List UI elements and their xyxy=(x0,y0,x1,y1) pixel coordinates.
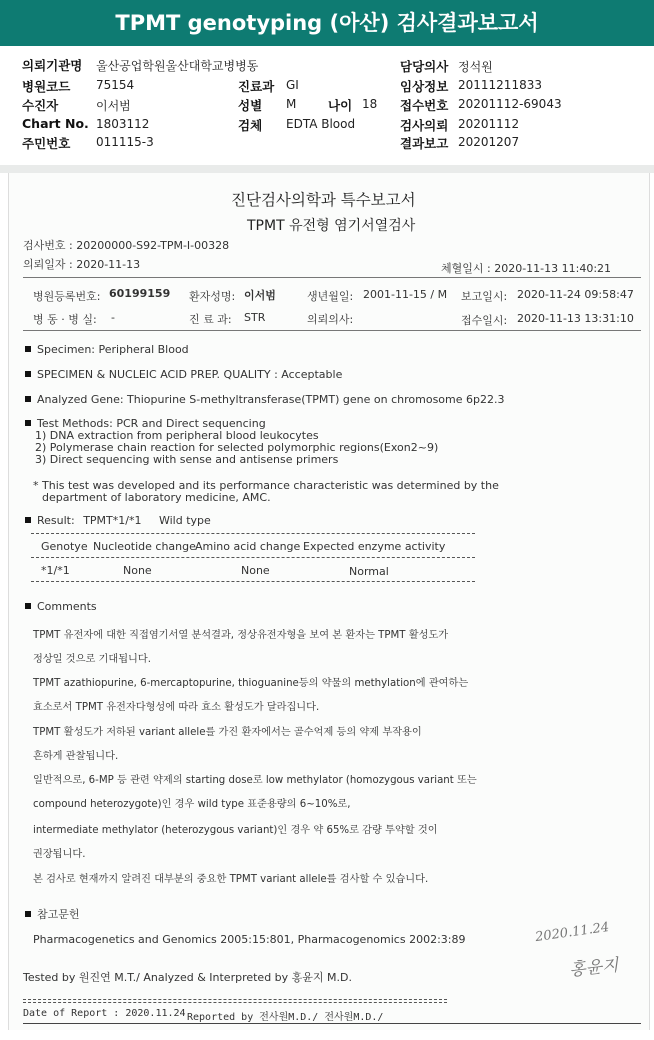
comment-line: TPMT azathiopurine, 6-mercaptopurine, thioguanine등의 약물의 methylation에 관여하는 xyxy=(33,678,469,689)
result-table-mid-rule xyxy=(31,557,475,558)
table-top-rule xyxy=(23,277,641,278)
result-table-top-rule xyxy=(31,533,475,534)
requesting-institution-label: 의뢰기관명 xyxy=(22,58,83,73)
method-item: 3) Direct sequencing with sense and antisense primers xyxy=(35,453,339,466)
report-title: 진단검사의학과 특수보고서 xyxy=(231,191,416,209)
report-date-label: 결과보고 xyxy=(400,136,449,151)
footer-bottom-rule xyxy=(23,1023,641,1024)
methods-title: Test Methods: PCR and Direct sequencing xyxy=(37,417,266,430)
signature: 홍윤지 xyxy=(568,955,620,981)
comment-line: 본 검사로 현재까지 알려진 대부분의 중요한 TPMT variant allele를 검사할 수 있습니다. xyxy=(33,874,429,885)
receipt-no: 20201112-69043 xyxy=(458,97,562,111)
bullet-square-icon xyxy=(25,420,31,426)
report-banner-title: TPMT genotyping (아산) 검사결과보고서 xyxy=(0,0,654,46)
chart-no: 1803112 xyxy=(96,117,150,131)
quality-line xyxy=(25,368,342,381)
report-subtitle: TPMT 유전형 염기서열검사 xyxy=(247,218,416,234)
references-title-line xyxy=(25,906,80,922)
comment-line: compound heterozygote)인 경우 wild type 표준용량의 6~10%로, xyxy=(33,799,351,810)
table-bottom-rule xyxy=(23,330,641,331)
result-table-bottom-rule xyxy=(31,581,475,582)
result-header-enzyme: Expected enzyme activity xyxy=(303,540,446,553)
test-number: 검사번호 : 20200000-S92-TPM-I-00328 xyxy=(23,239,230,252)
ward: - xyxy=(111,311,115,324)
references-text: Pharmacogenetics and Genomics 2005:15:801, Pharmacogenomics 2002:3:89 xyxy=(33,933,466,946)
request-date-label: 검사의뢰 xyxy=(400,118,449,133)
comment-line: 권장됩니다. xyxy=(33,849,86,860)
ref-doctor-label: 의뢰의사: xyxy=(307,313,354,326)
patient-name: 이서범 xyxy=(244,289,276,302)
result-cell-amino-acid: None xyxy=(241,564,270,577)
report-date: 20201207 xyxy=(458,135,520,149)
birth-label: 생년월일: xyxy=(307,290,354,303)
doctor-label: 담당의사 xyxy=(400,59,449,74)
hospital-code: 75154 xyxy=(96,78,135,92)
quality-text: SPECIMEN & NUCLEIC ACID PREP. QUALITY : Acceptable xyxy=(37,368,343,381)
comment-line: 효소로서 TPMT 유전자다형성에 따라 효소 활성도가 달라집니다. xyxy=(33,702,320,713)
examinee-label: 수진자 xyxy=(22,98,59,113)
disclaimer-line-2: department of laboratory medicine, AMC. xyxy=(42,491,271,504)
bullet-square-icon xyxy=(25,396,31,402)
comment-line: TPMT 활성도가 저하된 variant allele를 가진 환자에서는 골수억제 등의 약제 부작용이 xyxy=(33,727,422,738)
hospital-code-label: 병원코드 xyxy=(22,79,71,94)
age-label: 나이 xyxy=(328,98,353,113)
specimen: EDTA Blood xyxy=(286,117,356,131)
method-item: 1) DNA extraction from peripheral blood leukocytes xyxy=(35,429,319,442)
specimen-text: Specimen: Peripheral Blood xyxy=(37,343,189,356)
analyzed-gene-text: Analyzed Gene: Thiopurine S-methyltransferase(TPMT) gene on chromosome 6p22.3 xyxy=(37,393,505,406)
result-line xyxy=(25,514,211,527)
resident-no-label: 주민번호 xyxy=(22,136,71,151)
result-cell-genotype: *1/*1 xyxy=(41,564,70,577)
signature-date: 2020.11.24 xyxy=(534,919,611,946)
sex: M xyxy=(286,97,297,111)
bullet-square-icon xyxy=(25,371,31,377)
receipt-time-label: 접수일시: xyxy=(461,314,508,327)
reg-no: 60199159 xyxy=(109,287,171,300)
footer-reported-by: Reported by 전사원M.D./ 전사원M.D./ xyxy=(187,1012,384,1023)
patient-name-label: 환자성명: xyxy=(189,290,236,303)
method-item: 2) Polymerase chain reaction for selected polymorphic regions(Exon2~9) xyxy=(35,441,439,454)
comment-line: 일반적으로, 6-MP 등 관련 약제의 starting dose로 low methylator (homozygous variant 또는 xyxy=(33,775,477,786)
clinical-info: 20111211833 xyxy=(458,78,542,92)
dept: STR xyxy=(244,311,266,324)
bullet-square-icon xyxy=(25,603,31,609)
footer-double-rule-1 xyxy=(23,999,447,1000)
ward-label: 병 동 · 병 실: xyxy=(33,313,97,326)
result-header-nucleotide: Nucleotide change xyxy=(93,540,196,553)
specimen-label: 검체 xyxy=(238,118,263,133)
request-date-line: 의뢰일자 : 2020-11-13 xyxy=(23,258,141,271)
age: 18 xyxy=(362,97,378,111)
sex-label: 성별 xyxy=(238,98,263,113)
dept-label: 진 료 과: xyxy=(189,313,232,326)
department: GI xyxy=(286,78,299,92)
bullet-square-icon xyxy=(25,346,31,352)
result-cell-enzyme: Normal xyxy=(349,565,389,578)
bullet-square-icon xyxy=(25,911,31,917)
clinical-info-label: 임상정보 xyxy=(400,79,449,94)
comments-title: Comments xyxy=(37,600,97,613)
disclaimer-line-1: * This test was developed and its performance characteristic was determined by the xyxy=(33,479,499,492)
analyzed-gene-line xyxy=(25,393,504,406)
result-value: TPMT*1/*1 xyxy=(83,514,142,527)
comment-line: 흔하게 관찰됩니다. xyxy=(33,751,119,762)
birth: 2001-11-15 / M xyxy=(363,288,448,301)
collection-time: 체혈일시 : 2020-11-13 11:40:21 xyxy=(441,262,612,275)
result-header-amino-acid: Amino acid change xyxy=(195,540,301,553)
resident-no: 011115-3 xyxy=(96,135,154,149)
result-label: Result: xyxy=(37,514,75,527)
bullet-square-icon xyxy=(25,517,31,523)
result-cell-nucleotide: None xyxy=(123,564,152,577)
scanned-report xyxy=(8,173,650,1030)
requesting-institution: 울산공업학원울산대학교병병동 xyxy=(96,59,259,73)
references-title: 참고문헌 xyxy=(37,908,80,921)
comment-line: TPMT 유전자에 대한 직접염기서열 분석결과, 정상유전자형을 보여 본 환자는 TPMT 활성도가 xyxy=(33,630,449,641)
department-label: 진료과 xyxy=(238,79,275,94)
section-divider xyxy=(0,165,654,173)
comment-line: 정상일 것으로 기대됩니다. xyxy=(33,654,151,665)
chart-no-label: Chart No. xyxy=(22,116,89,131)
footer-date: Date of Report : 2020.11.24 xyxy=(23,1008,186,1019)
comments-title-line xyxy=(25,600,97,613)
request-date: 20201112 xyxy=(458,117,520,131)
result-type: Wild type xyxy=(158,514,211,527)
examinee: 이서범 xyxy=(96,99,131,113)
footer-double-rule-2 xyxy=(23,1002,447,1003)
specimen-line xyxy=(25,343,189,356)
reg-no-label: 병원등록번호: xyxy=(33,290,101,303)
report-time: 2020-11-24 09:58:47 xyxy=(517,288,634,301)
tested-by: Tested by 원진연 M.T./ Analyzed & Interpreted by 홍윤지 M.D. xyxy=(23,971,352,984)
receipt-time: 2020-11-13 13:31:10 xyxy=(517,312,634,325)
result-header-genotype: Genotye xyxy=(41,540,88,553)
comment-line: intermediate methylator (heterozygous variant)인 경우 약 65%로 감량 투약할 것이 xyxy=(33,825,438,836)
report-time-label: 보고일시: xyxy=(461,290,508,303)
doctor: 정석원 xyxy=(458,60,493,74)
receipt-no-label: 접수번호 xyxy=(400,98,449,113)
